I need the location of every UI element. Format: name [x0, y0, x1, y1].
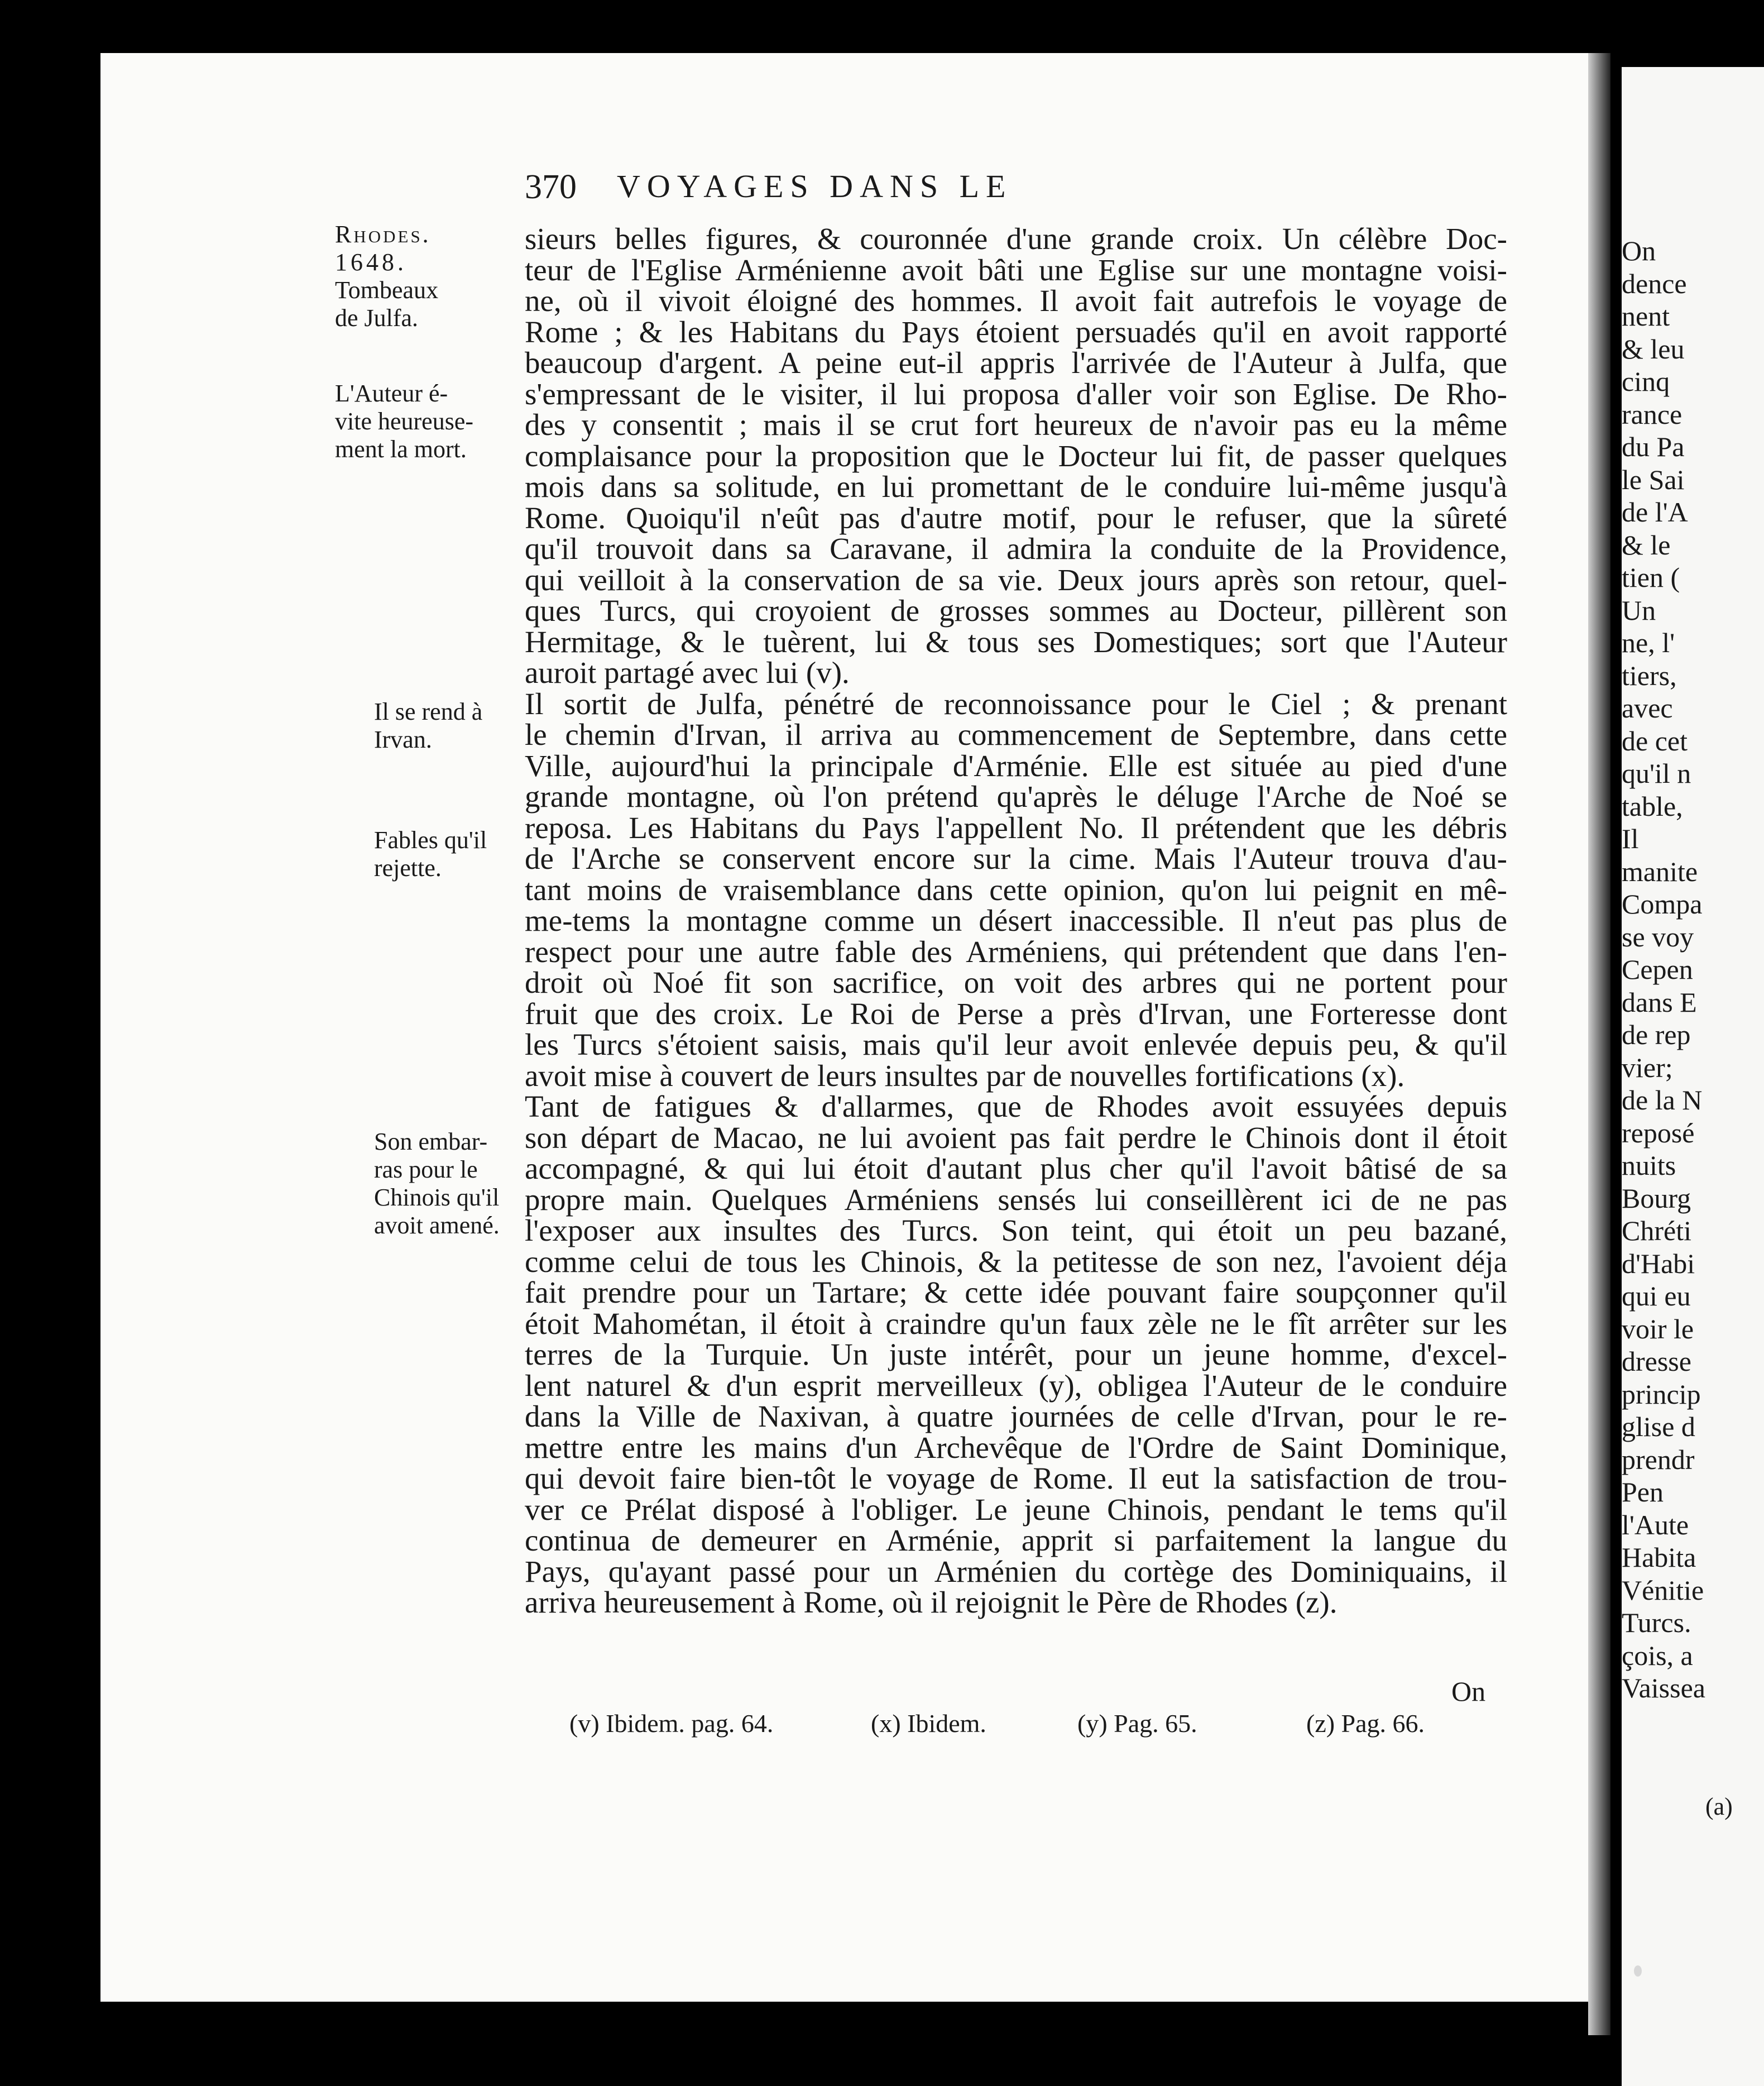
margin-note-auteur [335, 380, 502, 463]
text-line: Hermitage, & le tuèrent, lui & tous ses Domestiques; sort que l'Auteur [525, 624, 1507, 659]
facing-page-line: Bourg [1622, 1182, 1691, 1214]
text-line: accompagné, & qui lui étoit d'autant plus cher qu'il l'avoit bâtisé de sa [525, 1151, 1507, 1185]
margin-note-line: de Julfa. [335, 304, 419, 332]
facing-page-line: On [1622, 235, 1656, 266]
text-line: comme celui de tous les Chinois, & la petitesse de son nez, l'avoient déja [525, 1244, 1507, 1279]
facing-page-line: nuits [1622, 1150, 1676, 1181]
text-line: Pays, qu'ayant passé pour un Arménien du cortège des Dominiquains, il [525, 1554, 1507, 1589]
facing-page-line: rance [1622, 398, 1682, 430]
facing-page-line: & le [1622, 529, 1671, 561]
text-line: me-tems la montagne comme un désert inaccessible. Il n'eut pas plus de [525, 903, 1507, 937]
facing-page-line: Habita [1622, 1542, 1696, 1573]
footnote: (y) Pag. 65. [1077, 1709, 1197, 1738]
facing-page-line: tiers, [1622, 659, 1677, 691]
text-line: dans la Ville de Naxivan, à quatre journées de celle d'Irvan, pour le re- [525, 1399, 1507, 1433]
running-head: VOYAGES DANS LE [617, 168, 1013, 204]
margin-note-line: rejette. [374, 854, 442, 882]
text-line: sieurs belles figures, & couronnée d'une grande croix. Un célèbre Doc- [525, 222, 1507, 256]
text-line: l'exposer aux insultes des Turcs. Son teint, qui étoit un peu bazané, [525, 1213, 1507, 1247]
text-line: de l'Arche se conservent encore sur la cime. Mais l'Auteur trouva d'au- [525, 841, 1507, 875]
text-line: son départ de Macao, ne lui avoient pas fait perdre le Chinois dont il étoit [525, 1120, 1507, 1155]
margin-note-rhodes [335, 221, 502, 332]
text-line: continua de demeurer en Arménie, apprit si parfaitement la langue du [525, 1523, 1507, 1557]
text-line: droit où Noé fit son sacrifice, on voit des arbres qui ne portent pour [525, 965, 1507, 999]
text-line: ne, où il vivoit éloigné des hommes. Il avoit fait autrefois le voyage de [525, 284, 1507, 318]
text-line: Il sortit de Julfa, pénétré de reconnoissance pour le Ciel ; & prenant [525, 686, 1507, 721]
text-line: qui veilloit à la conservation de sa vie. Deux jours après son retour, quel- [525, 562, 1507, 597]
text-line: des y consentit ; mais il se crut fort heureux de n'avoir pas eu la même [525, 408, 1507, 442]
facing-page-line: çois, a [1622, 1639, 1693, 1671]
text-line: Rome. Quoiqu'il n'eût pas d'autre motif, pour le refuser, que la sûreté [525, 500, 1507, 535]
facing-page-line: de la N [1622, 1084, 1703, 1116]
footnote: (v) Ibidem. pag. 64. [569, 1709, 774, 1738]
facing-page-line: d'Habi [1622, 1247, 1695, 1279]
margin-note-line: Irvan. [374, 726, 432, 753]
text-line: qui devoit faire bien-tôt le voyage de Rome. Il eut la satisfaction de trou- [525, 1461, 1507, 1495]
text-line: auroit partagé avec lui (v). [525, 656, 850, 690]
facing-page-line: de cet [1622, 725, 1688, 757]
facing-page-line: qui eu [1622, 1280, 1691, 1312]
catchword: On [1451, 1676, 1486, 1707]
margin-note-line: avoit amené. [374, 1212, 500, 1239]
facing-page-line: Pen [1622, 1476, 1664, 1508]
text-line: teur de l'Eglise Arménienne avoit bâti une Eglise sur une montagne voisi- [525, 252, 1507, 287]
facing-page-line: Un [1622, 594, 1656, 626]
body-text [525, 223, 1507, 1618]
facing-page-line: Chréti [1622, 1215, 1691, 1246]
facing-page-line: glise d [1622, 1411, 1695, 1442]
margin-note-line: Tombeaux [335, 276, 439, 304]
facing-page-line: du Pa [1622, 431, 1685, 462]
text-line: propre main. Quelques Arméniens sensés lui conseillèrent ici de ne pas [525, 1182, 1507, 1217]
paper-speck [1634, 1965, 1642, 1977]
text-line: arriva heureusement à Rome, où il rejoignit le Père de Rhodes (z). [525, 1585, 1338, 1619]
text-line: lent naturel & d'un esprit merveilleux (y), obligea l'Auteur de le conduire [525, 1368, 1507, 1403]
facing-page-line: voir le [1622, 1313, 1694, 1345]
facing-page-line: ne, l' [1622, 627, 1675, 658]
text-line: terres de la Turquie. Un juste intérêt, pour un jeune homme, d'excel- [525, 1337, 1507, 1371]
margin-note-embarras [374, 1128, 541, 1240]
text-line: ver ce Prélat disposé à l'obliger. Le jeune Chinois, pendant le tems qu'il [525, 1492, 1507, 1527]
text-line: le chemin d'Irvan, il arriva au commencement de Septembre, dans cette [525, 717, 1507, 752]
right-page [1622, 67, 1764, 2086]
margin-note-line: 1648. [335, 248, 407, 276]
margin-note-line: ment la mort. [335, 436, 467, 463]
margin-note-line: Chinois qu'il [374, 1184, 500, 1211]
facing-page-line: princip [1622, 1378, 1701, 1410]
facing-page-line: dence [1622, 267, 1687, 299]
page-number: 370 [525, 168, 577, 206]
text-line: fait prendre pour un Tartare; & cette idée pouvant faire soupçonner qu'il [525, 1275, 1507, 1309]
facing-page-line: Vénitie [1622, 1574, 1704, 1606]
text-line: Rome ; & les Habitans du Pays étoient persuadés qu'il en avoit rapporté [525, 314, 1507, 349]
margin-note-line: Il se rend à [374, 698, 483, 725]
text-line: mettre entre les mains d'un Archevêque de l'Ordre de Saint Dominique, [525, 1430, 1507, 1465]
facing-page-line: Vaissea [1622, 1672, 1705, 1704]
book-gutter [1588, 53, 1610, 2035]
text-line: avoit mise à couvert de leurs insultes par de nouvelles fortifications (x). [525, 1058, 1405, 1093]
margin-note-line: ras pour le [374, 1156, 478, 1183]
facing-page-footnote: (a) [1705, 1793, 1733, 1820]
facing-page-line: Compa [1622, 888, 1703, 920]
margin-note-line: Son embar- [374, 1128, 488, 1155]
text-line: fruit que des croix. Le Roi de Perse a près d'Irvan, une Forteresse dont [525, 996, 1507, 1031]
facing-page-line: qu'il n [1622, 758, 1691, 789]
text-line: qu'il trouvoit dans sa Caravane, il admira la conduite de la Providence, [525, 532, 1507, 566]
text-line: beaucoup d'argent. A peine eut-il appris l'arrivée de l'Auteur à Julfa, que [525, 346, 1507, 380]
text-line: grande montagne, où l'on prétend qu'après le déluge l'Arche de Noé se [525, 779, 1507, 814]
text-line: Tant de fatigues & d'allarmes, que de Rhodes avoit essuyées depuis [525, 1089, 1507, 1123]
text-line: étoit Mahométan, il étoit à craindre qu'un faux zèle ne le fît arrêter sur les [525, 1306, 1507, 1341]
facing-page-line: prendr [1622, 1443, 1695, 1475]
facing-page-line: l'Aute [1622, 1509, 1689, 1540]
text-line: respect pour une autre fable des Arméniens, qui prétendent que dans l'en- [525, 934, 1507, 969]
text-line: Ville, aujourd'hui la principale d'Arménie. Elle est située au pied d'une [525, 748, 1507, 783]
margin-note-irvan [374, 698, 541, 754]
text-line: s'empressant de le visiter, il lui proposa d'aller voir son Eglise. De Rho- [525, 376, 1507, 411]
facing-page-line: de rep [1622, 1019, 1691, 1050]
text-line: ques Turcs, qui croyoient de grosses sommes au Docteur, pillèrent son [525, 594, 1507, 628]
facing-page-line: dresse [1622, 1346, 1691, 1377]
facing-page-line: tien ( [1622, 562, 1680, 593]
margin-note-line: L'Auteur é- [335, 380, 448, 407]
facing-page-line: manite [1622, 855, 1698, 887]
footnote: (x) Ibidem. [871, 1709, 986, 1738]
facing-page-line: & leu [1622, 333, 1685, 365]
margin-note-fables [374, 826, 541, 882]
facing-page-line: cinq [1622, 366, 1670, 397]
facing-page-line: reposé [1622, 1117, 1695, 1149]
text-line: tant moins de vraisemblance dans cette opinion, qu'on lui peignit en mê- [525, 872, 1507, 907]
facing-page-line: table, [1622, 790, 1683, 822]
facing-page-line: Cepen [1622, 954, 1693, 985]
facing-page-line: le Sai [1622, 463, 1685, 495]
text-line: complaisance pour la proposition que le Docteur lui fit, de passer quelques [525, 438, 1507, 473]
facing-page-line: se voy [1622, 921, 1694, 953]
margin-note-line: vite heureuse- [335, 408, 473, 435]
facing-page-line: avec [1622, 692, 1673, 724]
text-line: mois dans sa solitude, en lui promettant de le conduire lui-même jusqu'à [525, 470, 1507, 504]
facing-page-line: Il [1622, 823, 1639, 854]
footnotes [569, 1709, 1463, 1742]
facing-page-line: nent [1622, 300, 1670, 332]
text-line: reposa. Les Habitans du Pays l'appellent No. Il prétendent que les débris [525, 810, 1507, 845]
facing-page-line: dans E [1622, 986, 1697, 1018]
footnote: (z) Pag. 66. [1306, 1709, 1425, 1738]
text-line: les Turcs s'étoient saisis, mais qu'il leur avoit enlevée depuis peu, & qu'il [525, 1027, 1507, 1061]
facing-page-line: Turcs. [1622, 1607, 1691, 1638]
margin-note-line: Rhodes. [335, 221, 431, 248]
page-header [525, 168, 1351, 212]
facing-page-line: vier; [1622, 1051, 1673, 1083]
facing-page-text [1622, 235, 1764, 1705]
facing-page-line: de l'A [1622, 496, 1688, 528]
margin-note-line: Fables qu'il [374, 826, 487, 854]
